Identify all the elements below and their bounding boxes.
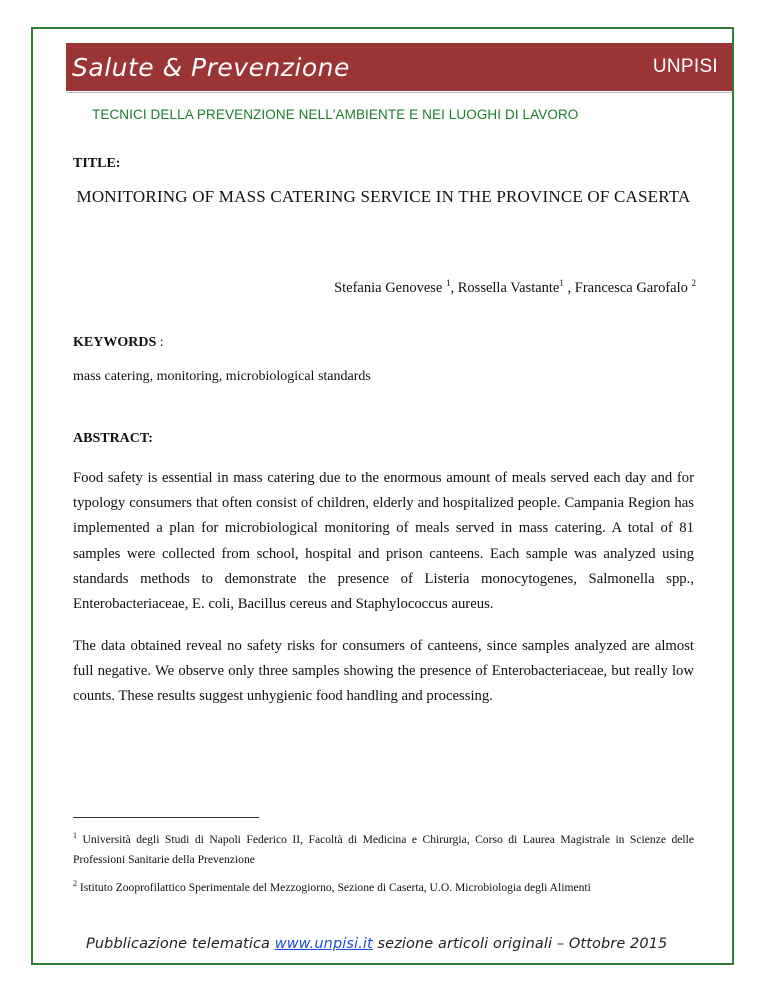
title-label: TITLE: bbox=[73, 156, 121, 171]
footnote-text: Università degli Studi di Napoli Federico II, Facoltà di Medicina e Chirurgia, Corso di Laurea Magistrale in Scienze delle Professioni Sanitarie della Prevenzione bbox=[73, 832, 694, 866]
author-affiliation-mark: 2 bbox=[691, 278, 696, 288]
footnote-mark: 1 bbox=[73, 831, 77, 840]
journal-subheader: TECNICI DELLA PREVENZIONE NELL'AMBIENTE E NEI LUOGHI DI LAVORO bbox=[92, 107, 579, 122]
author-affiliation-mark: 1 bbox=[559, 278, 564, 288]
author-separator: , bbox=[450, 279, 458, 296]
abstract-paragraph-1: Food safety is essential in mass catering due to the enormous amount of meals served each day and for typology consumers that often consist of children, elderly and hospitalized people. Campania Region has implemented a plan for microbiological monitoring of meals served in mass catering. A total of 81 samples were collected from school, hospital and prison canteens. Each sample was analyzed using standards methods to demonstrate the presence of Listeria monocytogenes, Salmonella spp., Enterobacteriaceae, E. coli, Bacillus cereus and Staphylococcus aureus. bbox=[73, 470, 694, 613]
footnote-text: Istituto Zooprofilattico Sperimentale del Mezzogiorno, Sezione di Caserta, U.O. Microbiologia degli Alimenti bbox=[77, 880, 591, 894]
footer-website-link[interactable]: www.unpisi.it bbox=[274, 936, 373, 952]
author-list bbox=[334, 278, 696, 297]
header-divider bbox=[66, 92, 732, 93]
footer-suffix: sezione articoli originali – Ottobre 2015 bbox=[372, 936, 668, 952]
keywords-text: mass catering, monitoring, microbiological standards bbox=[73, 369, 371, 384]
organization-name: UNPISI bbox=[652, 56, 718, 77]
author-separator: , bbox=[563, 279, 575, 296]
keywords-heading bbox=[73, 335, 164, 351]
author-name: Francesca Garofalo bbox=[574, 279, 692, 296]
article-title: MONITORING OF MASS CATERING SERVICE IN THE PROVINCE OF CASERTA bbox=[76, 187, 691, 206]
page-footer bbox=[86, 936, 686, 952]
footnote-2 bbox=[73, 874, 694, 898]
keywords-label: KEYWORDS bbox=[73, 335, 157, 350]
journal-title: Salute & Prevenzione bbox=[72, 52, 350, 82]
author-affiliation-mark: 1 bbox=[446, 278, 451, 288]
footnote-mark: 2 bbox=[73, 879, 77, 888]
journal-banner bbox=[66, 43, 732, 91]
footer-prefix: Pubblicazione telematica bbox=[86, 936, 275, 952]
footnote-rule bbox=[73, 817, 259, 818]
author-name: Stefania Genovese bbox=[334, 279, 446, 296]
keywords-colon: : bbox=[156, 335, 164, 350]
abstract-paragraph-2: The data obtained reveal no safety risks for consumers of canteens, since samples analyzed are almost full negative. We observe only three samples showing the presence of Enterobacteriaceae, but really low counts. These results suggest unhygienic food handling and processing. bbox=[73, 638, 694, 705]
author-name: Rossella Vastante bbox=[457, 279, 560, 296]
abstract-label: ABSTRACT: bbox=[73, 431, 153, 446]
footnote-1 bbox=[73, 826, 694, 870]
